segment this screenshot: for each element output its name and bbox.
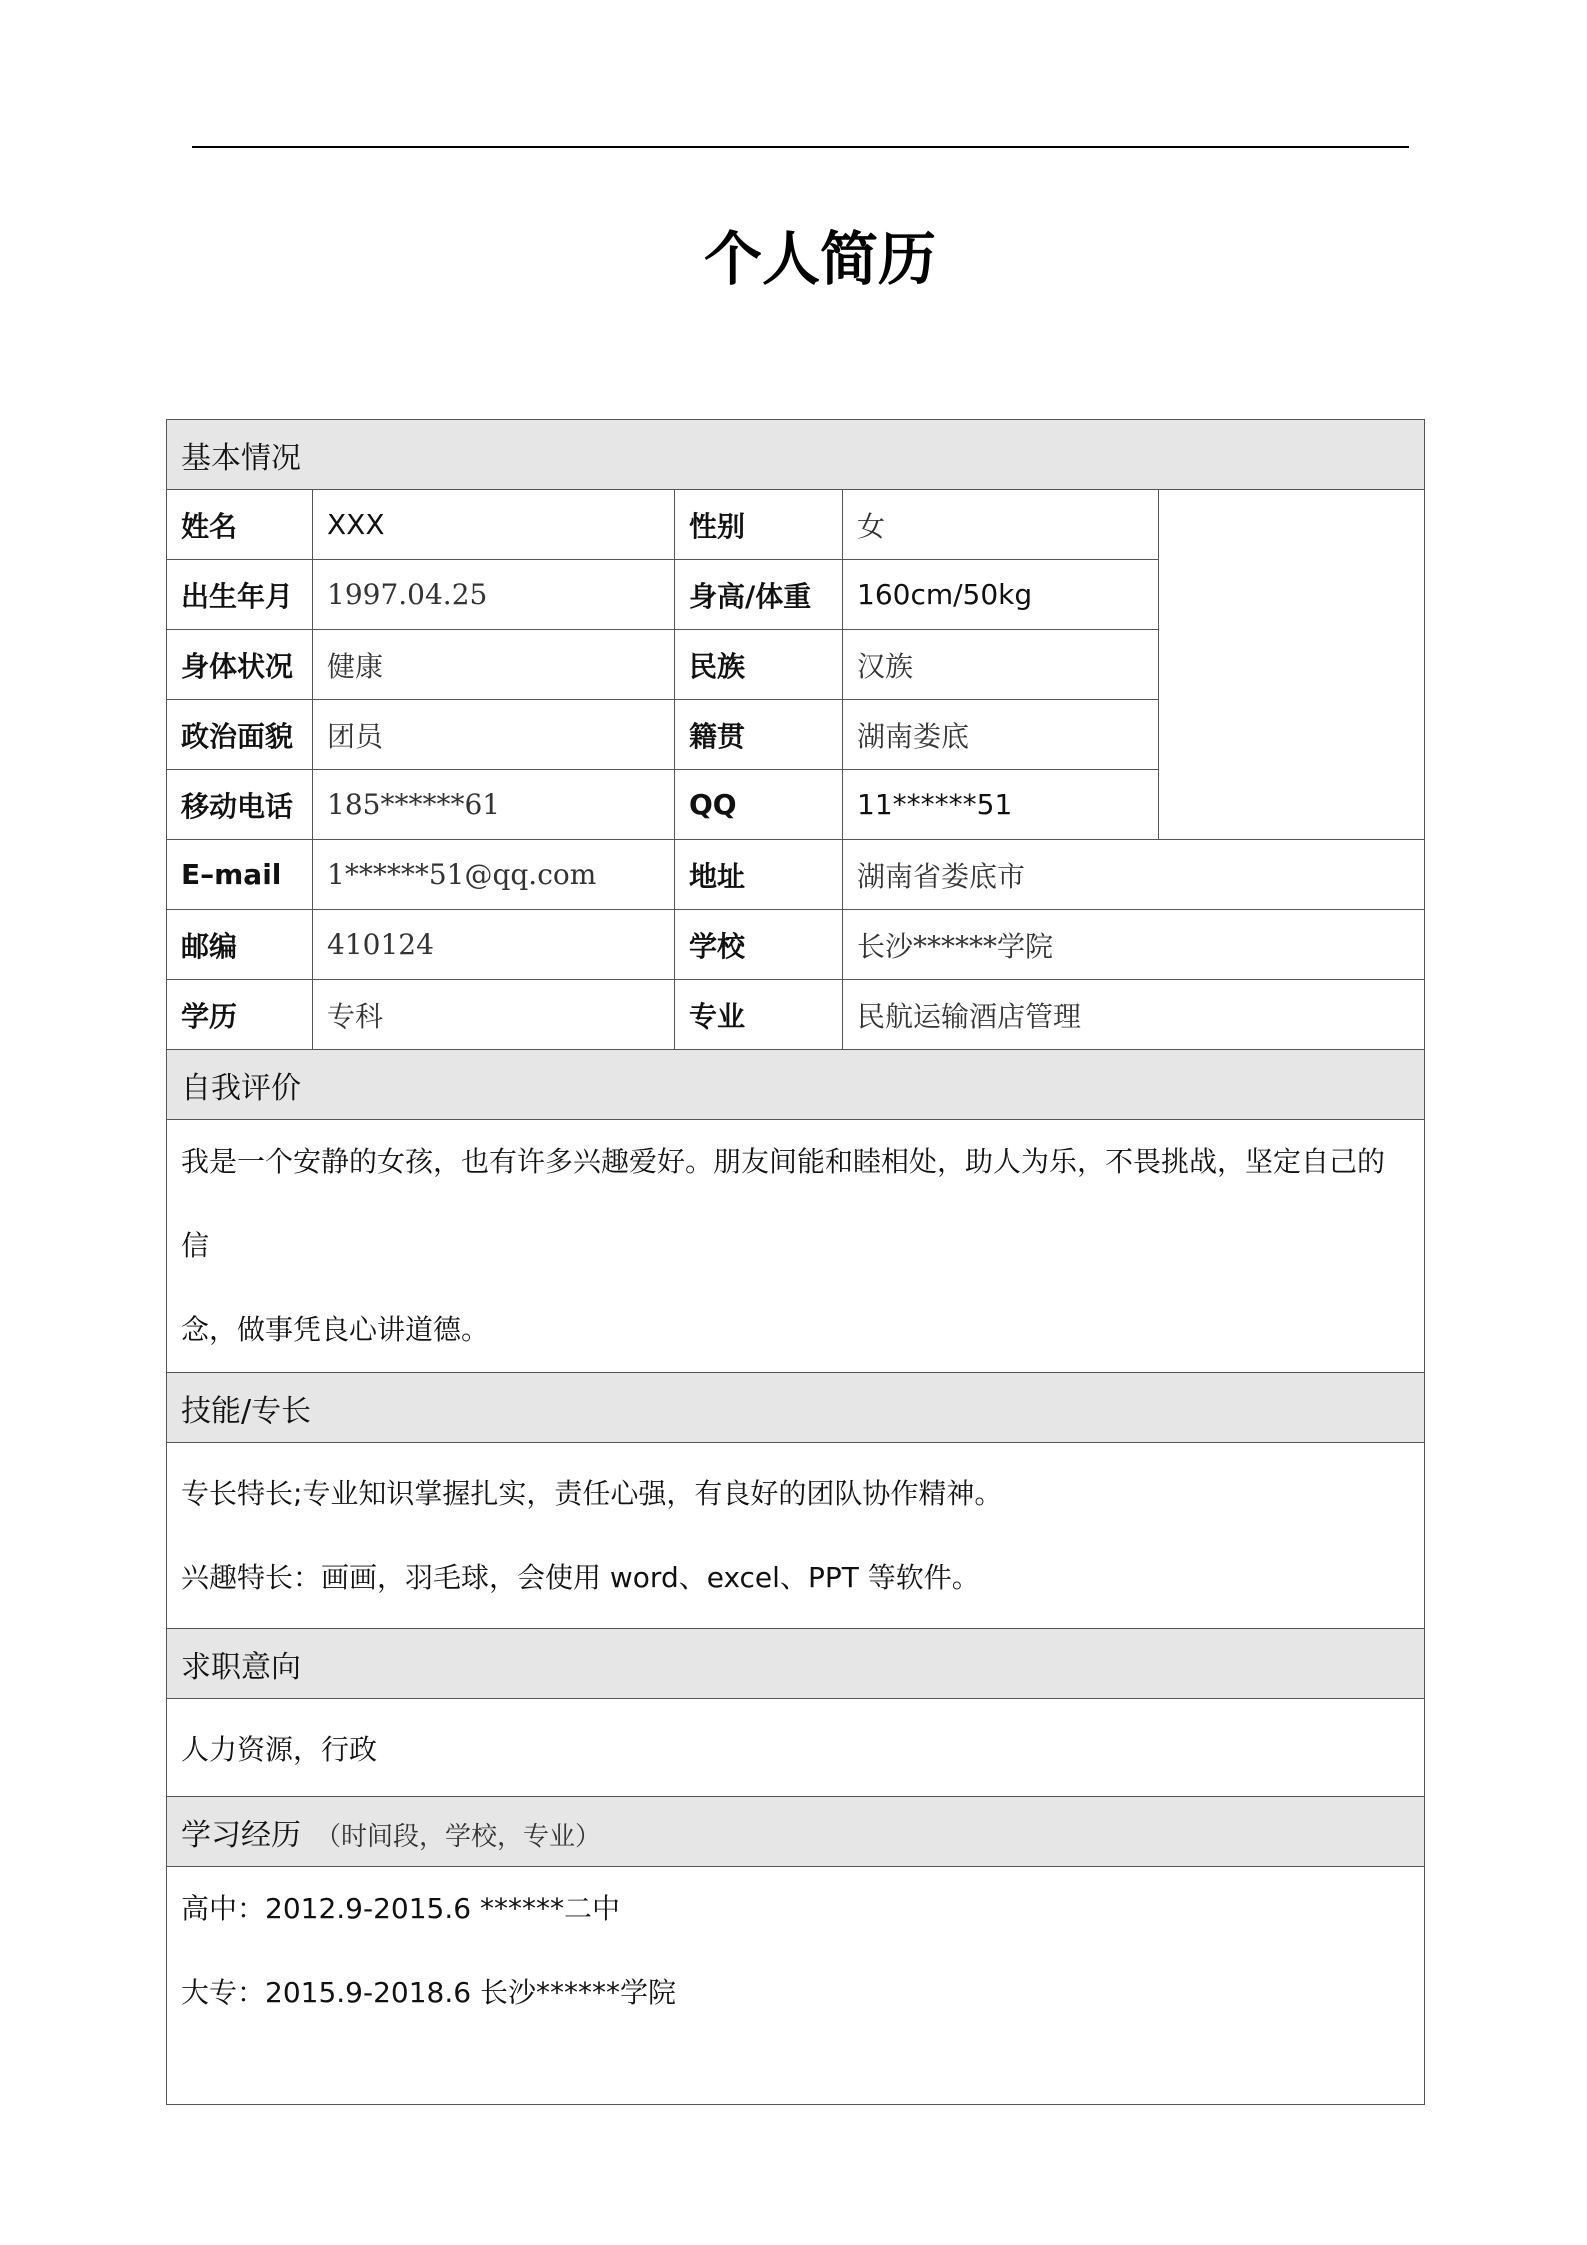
ethnicity-label: 民族 <box>675 630 843 700</box>
section-header-skills <box>167 1373 1425 1443</box>
table-row <box>167 840 1425 910</box>
degree-label: 学历 <box>167 980 313 1050</box>
qq-value: 11******51 <box>843 770 1159 840</box>
section-header-self-eval <box>167 1050 1425 1120</box>
address-label: 地址 <box>675 840 843 910</box>
self-eval-line-1: 我是一个安静的女孩，也有许多兴趣爱好。朋友间能和睦相处，助人为乐，不畏挑战，坚定自己的信 <box>181 1145 1386 1262</box>
birth-value: 1997.04.25 <box>313 560 675 630</box>
degree-value: 专科 <box>313 980 675 1050</box>
section-title-education <box>167 1797 1425 1867</box>
skills-content <box>167 1443 1425 1629</box>
height-weight-value: 160cm/50kg <box>843 560 1159 630</box>
table-row <box>167 980 1425 1050</box>
education-line-1: 高中：2012.9-2015.6 ******二中 <box>181 1892 620 1925</box>
mobile-value: 185******61 <box>313 770 675 840</box>
education-content <box>167 1867 1425 2105</box>
section-header-education <box>167 1797 1425 1867</box>
address-value: 湖南省娄底市 <box>843 840 1425 910</box>
mobile-label: 移动电话 <box>167 770 313 840</box>
section-title-basic: 基本情况 <box>167 420 1425 490</box>
major-value: 民航运输酒店管理 <box>843 980 1425 1050</box>
name-label: 姓名 <box>167 490 313 560</box>
school-value: 长沙******学院 <box>843 910 1425 980</box>
self-eval-line-2: 念，做事凭良心讲道德。 <box>181 1313 490 1346</box>
gender-value: 女 <box>843 490 1159 560</box>
self-eval-content <box>167 1120 1425 1373</box>
section-title-job-intent: 求职意向 <box>167 1629 1425 1699</box>
job-intent-content: 人力资源，行政 <box>167 1699 1425 1797</box>
postcode-value: 410124 <box>313 910 675 980</box>
birth-label: 出生年月 <box>167 560 313 630</box>
resume-table <box>166 419 1425 2105</box>
skills-line-2: 兴趣特长：画画，羽毛球，会使用 word、excel、PPT 等软件。 <box>181 1560 980 1594</box>
school-label: 学校 <box>675 910 843 980</box>
page-title: 个人简历 <box>703 225 936 293</box>
health-label: 身体状况 <box>167 630 313 700</box>
health-value: 健康 <box>313 630 675 700</box>
section-title-skills: 技能/专长 <box>167 1373 1425 1443</box>
height-weight-label: 身高/体重 <box>675 560 843 630</box>
table-row <box>167 490 1425 560</box>
self-eval-row <box>167 1120 1425 1373</box>
photo-cell <box>1159 490 1425 840</box>
section-title-self-eval: 自我评价 <box>167 1050 1425 1120</box>
email-value: 1******51@qq.com <box>313 840 675 910</box>
education-row <box>167 1867 1425 2105</box>
education-line-2: 大专：2015.9-2018.6 长沙******学院 <box>181 1976 676 2009</box>
major-label: 专业 <box>675 980 843 1050</box>
hometown-label: 籍贯 <box>675 700 843 770</box>
education-title: 学习经历 <box>181 1817 301 1853</box>
qq-label: QQ <box>675 770 843 840</box>
postcode-label: 邮编 <box>167 910 313 980</box>
section-header-job-intent <box>167 1629 1425 1699</box>
table-row <box>167 910 1425 980</box>
hometown-value: 湖南娄底 <box>843 700 1159 770</box>
name-value: XXX <box>313 490 675 560</box>
job-intent-row <box>167 1699 1425 1797</box>
header-rule <box>192 146 1409 148</box>
education-hint: （时间段，学校，专业） <box>315 1821 602 1852</box>
skills-line-1: 专长特长;专业知识掌握扎实，责任心强，有良好的团队协作精神。 <box>181 1476 1003 1510</box>
skills-row <box>167 1443 1425 1629</box>
political-value: 团员 <box>313 700 675 770</box>
ethnicity-value: 汉族 <box>843 630 1159 700</box>
political-label: 政治面貌 <box>167 700 313 770</box>
section-header-basic <box>167 420 1425 490</box>
gender-label: 性别 <box>675 490 843 560</box>
email-label: E–mail <box>167 840 313 910</box>
